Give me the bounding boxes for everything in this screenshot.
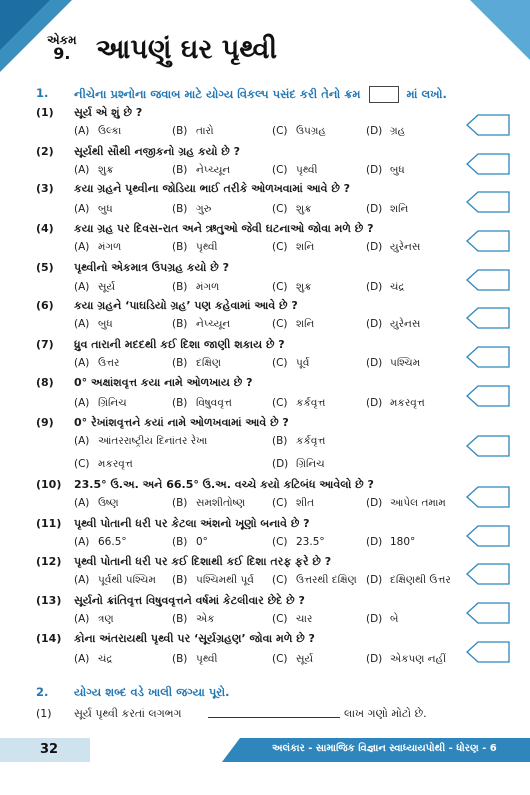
option-letter: (B): [172, 497, 188, 509]
option-letter: (B): [172, 357, 188, 369]
option-c[interactable]: [272, 164, 318, 177]
option-text: ઉત્તરથી દક્ષિણ: [296, 574, 357, 586]
answer-box[interactable]: [466, 563, 510, 585]
option-text: 180°: [390, 536, 416, 548]
option-text: વિષુવવૃત્ત: [196, 397, 232, 409]
question-number: (1): [36, 106, 54, 119]
option-text: તારો: [196, 125, 214, 137]
option-text: ત્રણ: [98, 613, 114, 625]
option-d[interactable]: [366, 318, 420, 331]
option-d[interactable]: [366, 536, 415, 548]
option-text: ઉપગ્રહ: [296, 125, 326, 137]
option-b[interactable]: [172, 357, 221, 370]
option-letter: (A): [74, 164, 90, 176]
book-title: અલંકાર - સામાજિક વિજ્ઞાન સ્વાધ્યાયપોથી - ધોરણ - 6: [272, 743, 497, 754]
option-text: એકપણ નહીં: [390, 653, 447, 665]
option-text: આંતરરાષ્ટ્રીય દિનાંતર રેખા: [98, 435, 208, 447]
option-letter: (C): [272, 536, 288, 548]
option-letter: (A): [74, 241, 90, 253]
option-c[interactable]: [272, 574, 357, 587]
option-text: શીત: [296, 497, 315, 509]
question-text: કયા ગ્રહને ‘પાઘડિયો ગ્રહ’ પણ કહેવામાં આવે છે ?: [74, 299, 298, 312]
option-b[interactable]: [172, 281, 219, 294]
answer-box[interactable]: [466, 114, 510, 136]
option-text: દક્ષિણ: [196, 357, 222, 369]
option-text: નેપ્ચ્યૂન: [196, 164, 231, 176]
option-a[interactable]: [74, 497, 119, 510]
option-text: સમશીતોષ્ણ: [196, 497, 246, 509]
option-d[interactable]: [366, 613, 398, 626]
answer-box[interactable]: [466, 525, 510, 547]
option-b[interactable]: [172, 536, 208, 548]
option-a[interactable]: [74, 203, 113, 216]
question-number: (13): [36, 594, 62, 607]
option-c[interactable]: [272, 613, 312, 626]
question-number: (10): [36, 478, 62, 491]
option-letter: (A): [74, 203, 90, 215]
question-number: (7): [36, 338, 54, 351]
option-d[interactable]: [366, 164, 405, 177]
option-text: સૂર્ય: [98, 281, 116, 293]
answer-box[interactable]: [466, 346, 510, 368]
option-c[interactable]: [272, 125, 326, 138]
option-letter: (D): [366, 241, 383, 253]
option-a[interactable]: [74, 653, 113, 666]
option-letter: (D): [366, 574, 383, 586]
question-number: (8): [36, 376, 54, 389]
option-letter: (A): [74, 653, 90, 665]
option-text: 23.5°: [296, 536, 325, 548]
option-text: શનિ: [296, 241, 315, 253]
option-text: દક્ષિણથી ઉત્તર: [390, 574, 451, 586]
question-text: 0° રેખાંશવૃત્તને કયાં નામે ઓળખવામાં આવે છે ?: [74, 416, 289, 429]
option-d[interactable]: [272, 458, 325, 471]
option-letter: (C): [272, 203, 288, 215]
option-text: યુરેનસ: [390, 241, 421, 253]
question-text: કયા ગ્રહને પૃથ્વીના જોડિયા ભાઈ તરીકે ઓળખવામાં આવે છે ?: [74, 182, 351, 195]
item-text-before: સૂર્ય પૃથ્વી કરતાં લગભગ: [74, 707, 182, 720]
option-letter: (C): [272, 653, 288, 665]
option-text: ગ્રિનિચ: [296, 458, 325, 470]
option-letter: (B): [172, 281, 188, 293]
question-text: પૃથ્વી પોતાની ધરી પર કઈ દિશાથી કઈ દિશા તરફ ફરે છે ?: [74, 555, 332, 568]
option-text: એક: [196, 613, 215, 625]
option-text: ચાર: [296, 613, 313, 625]
option-text: મકરવૃત્ત: [98, 458, 133, 470]
option-letter: (B): [172, 574, 188, 586]
answer-box[interactable]: [466, 307, 510, 329]
option-a[interactable]: [74, 164, 114, 177]
option-letter: (B): [172, 536, 188, 548]
option-text: બુધ: [98, 203, 113, 215]
option-text: કર્કવૃત્ત: [296, 435, 326, 447]
option-d[interactable]: [366, 125, 405, 138]
option-d[interactable]: [366, 357, 420, 370]
option-letter: (A): [74, 536, 90, 548]
option-text: પૂર્વ: [296, 357, 310, 369]
option-a[interactable]: [74, 613, 114, 626]
option-letter: (B): [272, 435, 288, 447]
option-letter: (A): [74, 435, 90, 447]
option-text: બે: [390, 613, 399, 625]
option-text: શુક્ર: [98, 164, 114, 176]
option-text: ચંદ્ર: [98, 653, 113, 665]
option-c[interactable]: [272, 318, 314, 331]
option-text: ચંદ્ર: [390, 281, 405, 293]
option-b[interactable]: [172, 653, 218, 666]
footer-band-edge: [222, 738, 240, 762]
page-footer: [0, 738, 530, 762]
question-text: સૂર્યનો ક્રાંતિવૃત્ત વિષુવવૃત્તને વર્ષમાં કેટલીવાર છેદે છે ?: [74, 594, 305, 607]
option-d[interactable]: [366, 281, 405, 294]
question-text: સૂર્ય એ શું છે ?: [74, 106, 143, 119]
option-letter: (D): [366, 281, 383, 293]
answer-box[interactable]: [466, 602, 510, 624]
option-letter: (B): [172, 125, 188, 137]
option-d[interactable]: [366, 574, 451, 587]
answer-box-sample: [369, 86, 399, 103]
option-letter: (C): [272, 357, 288, 369]
answer-box[interactable]: [466, 230, 510, 252]
option-text: શુક્ર: [296, 203, 312, 215]
option-letter: (C): [272, 164, 288, 176]
answer-box[interactable]: [466, 153, 510, 175]
option-letter: (B): [172, 318, 188, 330]
option-text: બુધ: [390, 164, 405, 176]
option-text: પશ્ચિમ: [390, 357, 421, 369]
question-text: 0° અક્ષાંશવૃત્ત કયા નામે ઓળખાય છે ?: [74, 376, 253, 389]
option-letter: (A): [74, 613, 90, 625]
option-a[interactable]: [74, 318, 113, 331]
option-d[interactable]: [366, 203, 408, 216]
question-text: કયા ગ્રહ પર દિવસ-રાત અને ઋતુઓ જેવી ઘટનાઓ જોવા મળે છે ?: [74, 222, 374, 235]
corner-decoration-inner: [0, 0, 50, 50]
option-a[interactable]: [74, 125, 121, 138]
option-b[interactable]: [172, 164, 230, 177]
option-letter: (D): [366, 164, 383, 176]
option-letter: (A): [74, 397, 90, 409]
option-c[interactable]: [74, 458, 133, 471]
option-text: શુક્ર: [296, 281, 312, 293]
section-number: 1.: [36, 86, 49, 100]
option-letter: (C): [74, 458, 90, 470]
option-letter: (D): [366, 357, 383, 369]
question-text: સૂર્યથી સૌથી નજીકનો ગ્રહ કયો છે ?: [74, 145, 241, 158]
option-letter: (A): [74, 318, 90, 330]
option-letter: (C): [272, 613, 288, 625]
option-b[interactable]: [172, 497, 245, 510]
option-letter: (B): [172, 203, 188, 215]
option-letter: (B): [172, 164, 188, 176]
section-instruction: નીચેના પ્રશ્નોના જવાબ માટે યોગ્ય વિકલ્પ પસંદ કરી તેનો ક્રમ: [74, 87, 361, 101]
question-number: (6): [36, 299, 54, 312]
option-text: શનિ: [296, 318, 315, 330]
option-letter: (A): [74, 357, 90, 369]
question-number: (4): [36, 222, 54, 235]
answer-box[interactable]: [466, 435, 510, 457]
option-letter: (D): [366, 397, 383, 409]
option-text: શનિ: [390, 203, 409, 215]
option-a[interactable]: [74, 536, 127, 548]
option-text: બુધ: [98, 318, 113, 330]
option-c[interactable]: [272, 397, 325, 410]
option-text: મકરવૃત્ત: [390, 397, 425, 409]
option-letter: (D): [272, 458, 289, 470]
option-c[interactable]: [272, 203, 312, 216]
question-number: (2): [36, 145, 54, 158]
option-text: 0°: [196, 536, 208, 548]
option-letter: (C): [272, 318, 288, 330]
option-a[interactable]: [74, 574, 156, 587]
section-instruction: યોગ્ય શબ્દ વડે ખાલી જગ્યા પૂરો.: [74, 685, 230, 699]
option-text: પૃથ્વી: [296, 164, 318, 176]
question-text: કોના અંતરાયથી પૃથ્વી પર ‘સૂર્યગ્રહણ’ જોવા મળે છે ?: [74, 632, 315, 645]
option-b[interactable]: [272, 435, 325, 448]
option-d[interactable]: [366, 653, 446, 666]
option-text: પૃથ્વી: [196, 241, 218, 253]
option-letter: (C): [272, 241, 288, 253]
option-text: મંગળ: [196, 281, 220, 293]
option-text: ગ્રિનિચ: [98, 397, 127, 409]
option-b[interactable]: [172, 397, 232, 410]
option-c[interactable]: [272, 241, 314, 254]
option-letter: (D): [366, 536, 383, 548]
option-c[interactable]: [272, 536, 325, 548]
option-text: પૃથ્વી: [196, 653, 218, 665]
option-letter: (B): [172, 613, 188, 625]
option-text: ગ્રહ: [390, 125, 406, 137]
question-number: (3): [36, 182, 54, 195]
option-d[interactable]: [366, 497, 446, 510]
option-text: કર્કવૃત્ત: [296, 397, 326, 409]
item-number: (1): [36, 707, 52, 720]
option-b[interactable]: [172, 613, 215, 626]
answer-box[interactable]: [466, 641, 510, 663]
option-letter: (C): [272, 397, 288, 409]
option-letter: (D): [366, 203, 383, 215]
question-text: ધ્રુવ તારાની મદદથી કઈ દિશા જાણી શકાય છે ?: [74, 338, 285, 351]
option-letter: (B): [172, 397, 188, 409]
option-a[interactable]: [74, 435, 207, 448]
option-text: યુરેનસ: [390, 318, 421, 330]
option-b[interactable]: [172, 574, 254, 587]
option-letter: (A): [74, 574, 90, 586]
option-b[interactable]: [172, 125, 214, 138]
page-title: આપણું ઘર પૃથ્વી: [96, 34, 278, 65]
option-text: ઉત્તર: [98, 357, 120, 369]
option-c[interactable]: [272, 653, 313, 666]
question-number: (14): [36, 632, 62, 645]
option-letter: (D): [366, 125, 383, 137]
option-a[interactable]: [74, 281, 115, 294]
option-c[interactable]: [272, 281, 312, 294]
option-text: ગુરુ: [196, 203, 212, 215]
section-instruction-end: માં લખો.: [406, 87, 447, 101]
question-number: (5): [36, 261, 54, 274]
option-letter: (C): [272, 125, 288, 137]
option-c[interactable]: [272, 357, 309, 370]
option-text: નેપ્ચ્યૂન: [196, 318, 231, 330]
option-a[interactable]: [74, 357, 119, 370]
item-text-after: લાખ ગણો મોટો છે.: [344, 707, 427, 720]
option-text: ઉષ્ણ: [98, 497, 119, 509]
option-a[interactable]: [74, 241, 121, 254]
option-letter: (C): [272, 281, 288, 293]
option-text: સૂર્ય: [296, 653, 314, 665]
option-letter: (A): [74, 125, 90, 137]
answer-box[interactable]: [466, 269, 510, 291]
option-letter: (D): [366, 653, 383, 665]
option-letter: (A): [74, 281, 90, 293]
option-a[interactable]: [74, 397, 127, 410]
option-b[interactable]: [172, 241, 218, 254]
question-number: (12): [36, 555, 62, 568]
option-text: પશ્ચિમથી પૂર્વ: [196, 574, 254, 586]
option-text: પૂર્વથી પશ્ચિમ: [98, 574, 156, 586]
option-text: 66.5°: [98, 536, 127, 548]
option-b[interactable]: [172, 203, 211, 216]
unit-label: એકમ 9.: [47, 33, 77, 63]
option-letter: (C): [272, 497, 288, 509]
option-b[interactable]: [172, 318, 230, 331]
section-number: 2.: [36, 685, 49, 699]
question-text: પૃથ્વીનો એકમાત્ર ઉપગ્રહ કયો છે ?: [74, 261, 229, 274]
option-text: આપેલ તમામ: [390, 497, 446, 509]
option-letter: (B): [172, 653, 188, 665]
option-c[interactable]: [272, 497, 314, 510]
option-text: મંગળ: [98, 241, 122, 253]
question-number: (9): [36, 416, 54, 429]
option-letter: (D): [366, 497, 383, 509]
option-d[interactable]: [366, 397, 425, 410]
answer-box[interactable]: [466, 486, 510, 508]
answer-box[interactable]: [466, 191, 510, 213]
question-number: (11): [36, 517, 62, 530]
option-letter: (A): [74, 497, 90, 509]
option-d[interactable]: [366, 241, 420, 254]
option-letter: (B): [172, 241, 188, 253]
blank-line[interactable]: [208, 717, 340, 718]
option-letter: (C): [272, 574, 288, 586]
option-letter: (D): [366, 613, 383, 625]
question-text: 23.5° ઉ.અ. અને 66.5° ઉ.અ. વચ્ચે કયો કટિબંધ આવેલો છે ?: [74, 478, 374, 491]
page-number: 32: [40, 742, 59, 757]
question-text: પૃથ્વી પોતાની ધરી પર કેટલા અંશનો ખૂણો બનાવે છે ?: [74, 517, 310, 530]
corner-decoration-right: [470, 0, 530, 60]
unit-number: 9.: [53, 44, 71, 63]
option-letter: (D): [366, 318, 383, 330]
answer-box[interactable]: [466, 385, 510, 407]
option-text: ઉલ્કા: [98, 125, 122, 137]
